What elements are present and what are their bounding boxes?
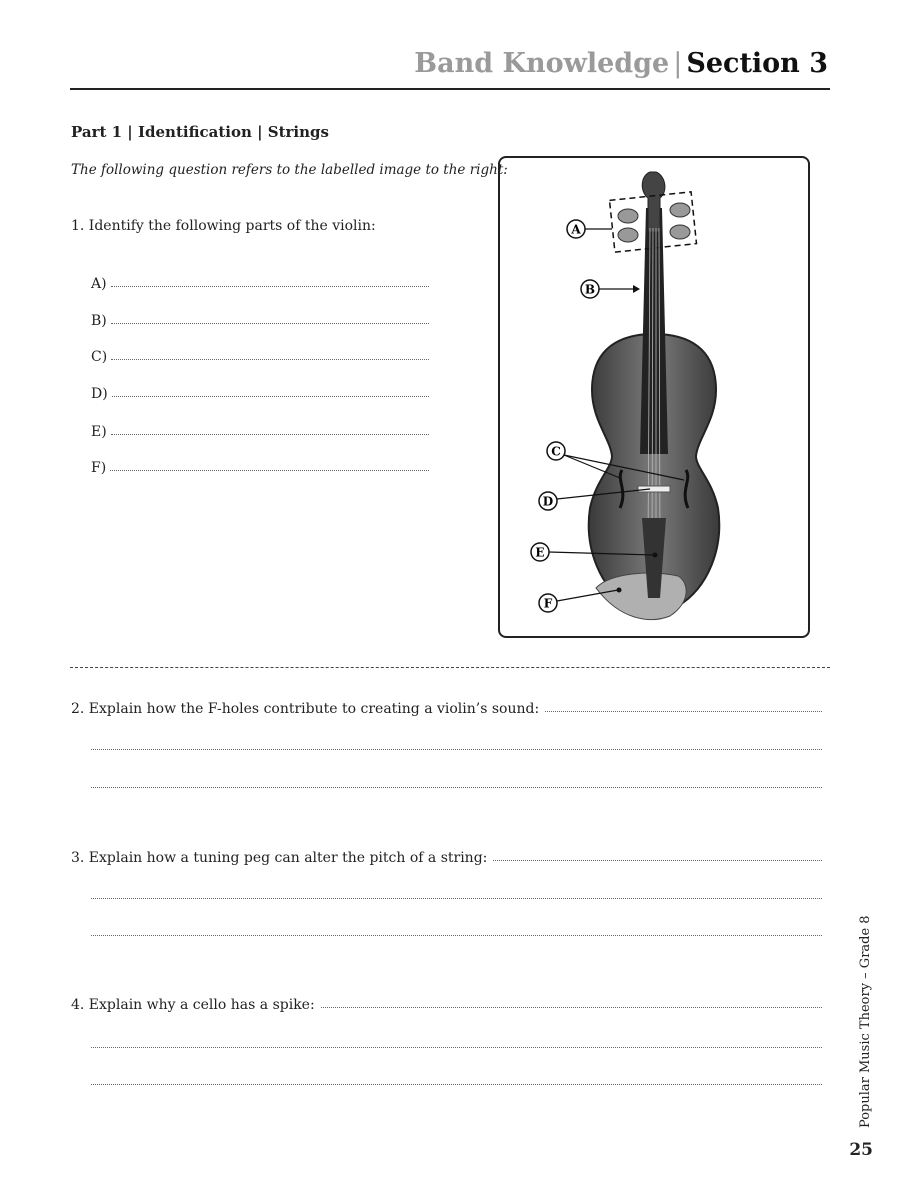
blank-label: C) [91,349,108,365]
question-4-text: 4. Explain why a cello has a spike: [71,997,315,1013]
answer-line [111,322,429,324]
answer-line [111,358,429,360]
answer-blank-a[interactable] [91,272,429,292]
side-footer-text: Popular Music Theory – Grade 8 [858,915,873,1128]
answer-line [111,433,429,435]
answer-line [110,469,429,471]
blank-label: A) [91,276,107,292]
label-d: D [542,494,554,509]
violin-figure [498,156,810,638]
label-f: F [543,596,553,611]
answer-line-3c[interactable] [91,935,822,936]
answer-line-2b[interactable] [91,749,822,750]
header-section: Section 3 [686,48,828,79]
answer-line [111,285,429,287]
answer-blank-b[interactable] [91,309,429,329]
header-rule [70,88,830,90]
label-c: C [551,444,561,459]
part-title: Part 1 | Identification | Strings [71,123,329,141]
violin-bridge [638,486,670,492]
answer-line-3b[interactable] [91,898,822,899]
violin-peg [618,228,638,242]
instruction-text: The following question refers to the labelled image to the right: [71,162,508,178]
blank-label: E) [91,424,107,440]
page-header [414,48,828,79]
answer-line [321,1007,822,1008]
answer-line [112,395,429,397]
label-b: B [584,282,596,297]
question-3-text: 3. Explain how a tuning peg can alter the pitch of a string: [71,850,488,866]
answer-line [493,860,822,861]
violin-chinrest [596,573,686,619]
page-number: 25 [849,1140,873,1160]
answer-line-4b[interactable] [91,1047,822,1048]
blank-label: F) [91,460,107,476]
answer-blank-d[interactable] [91,382,429,402]
question-2-text: 2. Explain how the F-holes contribute to creating a violin’s sound: [71,701,540,717]
question-1-text: 1. Identify the following parts of the violin: [71,218,376,234]
answer-line-4c[interactable] [91,1084,822,1085]
question-3[interactable] [71,846,822,866]
section-separator [70,667,830,668]
question-2[interactable] [71,697,822,717]
answer-line [545,711,822,712]
violin-peg [670,203,690,217]
blank-label: B) [91,313,107,329]
question-4[interactable] [71,993,822,1013]
blank-label: D) [91,386,108,402]
header-title: Band Knowledge [414,48,670,79]
answer-blank-e[interactable] [91,420,429,440]
violin-peg [618,209,638,223]
violin-fingerboard [640,208,668,454]
violin-illustration [500,158,808,636]
answer-blank-c[interactable] [91,345,429,365]
answer-blank-f[interactable] [91,456,429,476]
violin-peg [670,225,690,239]
label-a: A [571,222,581,237]
header-separator: | [673,48,683,79]
label-e: E [535,545,545,560]
answer-line-2c[interactable] [91,787,822,788]
